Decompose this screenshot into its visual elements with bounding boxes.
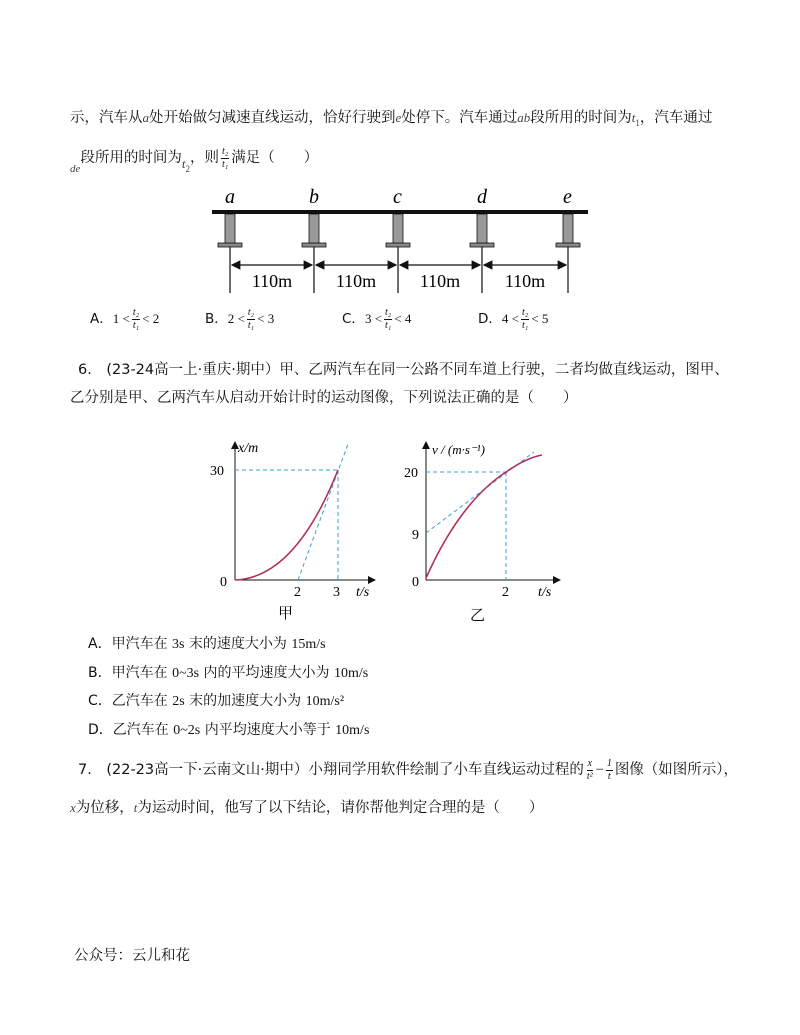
- post-label-a: a: [225, 186, 235, 208]
- var-ab: ab: [517, 110, 531, 125]
- var-t: t: [133, 800, 138, 815]
- v-t-curve: [426, 455, 542, 578]
- frac-num: t₂: [247, 306, 255, 318]
- option-letter: B．: [205, 311, 228, 327]
- q5-option-a[interactable]: [90, 307, 159, 331]
- y-tick-30: 30: [210, 464, 224, 479]
- var-t2-sub: 2: [185, 163, 191, 174]
- x-tick-2: 2: [502, 585, 509, 600]
- post-d: [477, 214, 487, 243]
- y-tick-20: 20: [404, 466, 418, 481]
- text: 示，汽车从: [70, 110, 143, 126]
- frac-num: 1: [606, 757, 612, 769]
- choice-value: 10m/s: [335, 723, 370, 738]
- text: 段所用的时间为: [530, 110, 632, 126]
- tangent-line: [298, 444, 348, 580]
- var-t2: t: [181, 156, 186, 171]
- q6-choice-d[interactable]: [88, 719, 369, 739]
- distance-label: 110m: [419, 271, 461, 291]
- frac-den: t: [607, 770, 611, 782]
- text: 7. (22-23高一下·云南文山·期中）小翔同学用软件绘制了小车直线运动过程的: [78, 762, 584, 778]
- q6-line-1: 6. (23-24高一上·重庆·期中）甲、乙两汽车在同一公路不同车道上行驶，二者均做直线运动，图甲、: [78, 362, 729, 378]
- choice-letter: B．: [88, 665, 112, 681]
- q6-choice-c[interactable]: [88, 690, 344, 710]
- text: 为位移，: [75, 800, 134, 816]
- distance-label: 110m: [251, 271, 293, 291]
- choice-value: 2s: [172, 694, 185, 709]
- choice-value: 0~3s: [172, 666, 200, 681]
- option-left: 3 <: [364, 311, 383, 326]
- option-right: < 4: [394, 311, 412, 326]
- post-base: [386, 243, 410, 247]
- option-letter: D．: [478, 311, 502, 327]
- post-base: [218, 243, 242, 247]
- choice-text: 末的加速度大小为: [184, 693, 306, 709]
- frac-den: t₁: [385, 319, 392, 331]
- frac-den: t₁: [247, 319, 255, 331]
- text: 段所用的时间为: [80, 150, 182, 166]
- q5-option-c[interactable]: [342, 307, 411, 331]
- option-left: 2 <: [227, 311, 245, 326]
- x-t-curve: [235, 470, 338, 580]
- choice-value: 15m/s: [291, 637, 326, 652]
- q6-choice-a[interactable]: [88, 633, 326, 653]
- option-right: < 3: [257, 311, 275, 326]
- post-a: [225, 214, 235, 243]
- distance-label: 110m: [504, 271, 546, 291]
- frac-den: t₁: [222, 158, 229, 170]
- var-a: a: [142, 110, 149, 125]
- q5-line-1: [70, 106, 712, 128]
- text: ，则: [190, 150, 220, 166]
- post-base: [556, 243, 580, 247]
- choice-value: 10m/s: [334, 666, 369, 681]
- option-fraction: [521, 308, 529, 331]
- post-label-d: d: [477, 186, 487, 208]
- option-fraction: [384, 308, 392, 331]
- q7-line-1: [78, 758, 738, 782]
- text: 图像（如图所示），: [614, 762, 739, 778]
- choice-value: 10m/s²: [305, 694, 345, 709]
- var-t1: t: [631, 110, 636, 125]
- choice-text: 末的速度大小为: [184, 636, 292, 652]
- post-e: [563, 214, 573, 243]
- frac-den: t₁: [522, 319, 529, 331]
- q5-option-d[interactable]: [478, 307, 548, 331]
- frac-num: x: [587, 757, 592, 769]
- frac-num: t₂: [385, 306, 392, 318]
- distance-label: 110m: [335, 271, 377, 291]
- graph-jia: [200, 430, 390, 630]
- option-fraction: [132, 308, 140, 331]
- graph-caption: 乙: [470, 606, 486, 624]
- choice-value: 3s: [172, 637, 185, 652]
- post-label-c: c: [393, 186, 402, 208]
- minus-sign: −: [595, 762, 604, 778]
- x-axis-label: t/s: [538, 585, 552, 600]
- var-e: e: [395, 110, 402, 125]
- x-axis-label: t/s: [356, 585, 370, 600]
- choice-letter: D．: [88, 722, 113, 738]
- choice-text: 甲汽车在: [111, 665, 173, 681]
- q5-option-b[interactable]: [205, 307, 274, 331]
- frac-den: t₁: [132, 319, 140, 331]
- post-c: [393, 214, 403, 243]
- choice-text: 内平均速度大小等于: [200, 722, 336, 738]
- q6-choice-b[interactable]: [88, 662, 368, 682]
- frac-num: t₂: [522, 306, 529, 318]
- text: 满足（ ）: [231, 150, 319, 166]
- post-base: [470, 243, 494, 247]
- choice-value: 0~2s: [173, 723, 201, 738]
- post-b: [309, 214, 319, 243]
- post-label-b: b: [309, 186, 319, 208]
- y-axis-label: x/m: [238, 441, 259, 456]
- y-tick-0: 0: [220, 575, 227, 590]
- y-tick-9: 9: [412, 528, 419, 543]
- frac-den: t²: [586, 770, 593, 782]
- option-right: < 2: [142, 311, 160, 326]
- one-over-t-fraction: [606, 759, 613, 782]
- footer-watermark: 公众号：云儿和花: [74, 948, 190, 964]
- option-fraction: [247, 308, 255, 331]
- choice-letter: C．: [88, 693, 112, 709]
- text: 处开始做匀减速直线运动，恰好行驶到: [149, 110, 396, 126]
- q6-line-2: 乙分别是甲、乙两汽车从启动开始计时的运动图像，下列说法正确的是（ ）: [70, 390, 578, 406]
- text: 处停下。汽车通过: [401, 110, 518, 126]
- post-base: [302, 243, 326, 247]
- option-left: 4 <: [501, 311, 519, 326]
- graph-caption: 甲: [278, 604, 294, 622]
- frac-num: t₂: [132, 306, 140, 318]
- graph-yi: [400, 430, 580, 630]
- y-axis-label: v / (m·s⁻¹): [432, 442, 485, 457]
- x-tick-3: 3: [333, 585, 340, 600]
- var-x: x: [70, 800, 76, 815]
- option-left: 1 <: [112, 311, 130, 326]
- frac-num: t₂: [222, 145, 229, 157]
- x-over-t-squared-fraction: [586, 759, 594, 782]
- t2-over-t1-fraction: [221, 147, 229, 170]
- var-de: de: [70, 163, 81, 175]
- choice-text: 乙汽车在: [112, 722, 174, 738]
- option-letter: A．: [90, 311, 113, 327]
- text: 为运动时间，他写了以下结论，请你帮他判定合理的是（ ）: [137, 800, 544, 816]
- option-letter: C．: [342, 311, 365, 327]
- q7-line-2: [70, 796, 543, 817]
- choice-text: 内的平均速度大小为: [199, 665, 334, 681]
- choice-text: 甲汽车在: [111, 636, 173, 652]
- choice-text: 乙汽车在: [111, 693, 173, 709]
- option-right: < 5: [531, 311, 549, 326]
- q5-line-2: [70, 145, 319, 175]
- x-tick-2: 2: [294, 585, 301, 600]
- post-label-e: e: [563, 186, 572, 208]
- y-tick-0: 0: [412, 575, 419, 590]
- road-post-diagram: [200, 183, 600, 298]
- var-t1-sub: 1: [635, 117, 640, 128]
- text: ，汽车通过: [639, 110, 713, 126]
- choice-letter: A．: [88, 636, 112, 652]
